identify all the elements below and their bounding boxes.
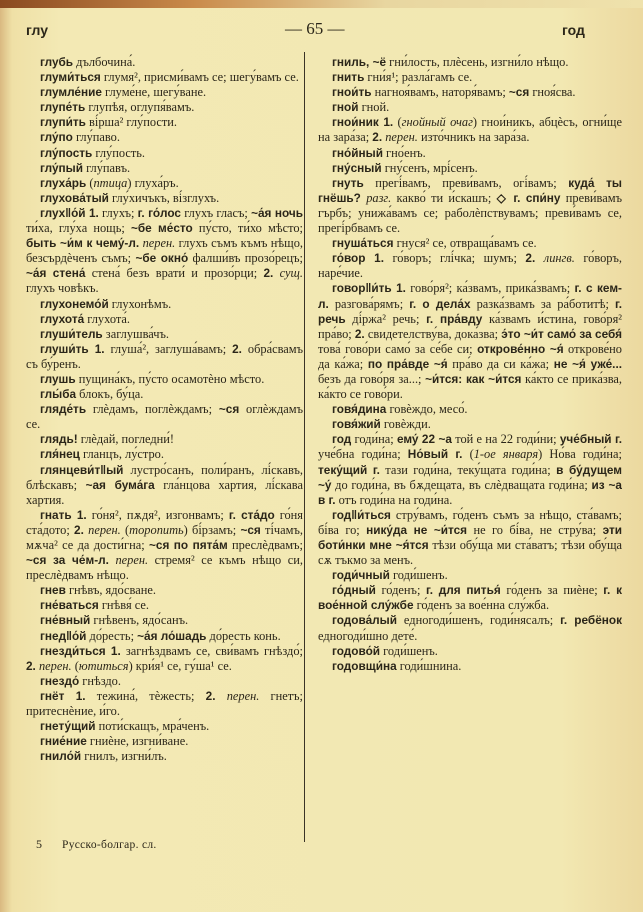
entry-translation: годи́шенъ. bbox=[389, 568, 448, 583]
entry-translation: го́денъ; bbox=[375, 583, 426, 598]
entry-translation: гнѣвъ, ядо́сване. bbox=[65, 583, 156, 598]
entry-translation: глуша́², заглуша́вамъ; bbox=[104, 341, 233, 356]
entry-translation: преви́вамъ гърбъ; унижа́вамъ се; раболѐпствувамъ; преви́вамъ се, прегі́рбвамъ се. bbox=[318, 190, 622, 236]
entry-translation: го́ня², пѫдя², изгонвамъ; bbox=[86, 507, 229, 522]
entry-translation: гноя́сва. bbox=[529, 85, 576, 100]
entry-headword: глу́по bbox=[40, 130, 73, 145]
dictionary-entry bbox=[318, 85, 622, 100]
page-number: — 65 — bbox=[285, 19, 345, 38]
entry-headword: глы́ба bbox=[40, 387, 77, 402]
entry-translation: уче́бна годи́на; bbox=[318, 447, 408, 462]
entry-headword: г. о дела́х bbox=[409, 296, 471, 311]
entry-label: перен. bbox=[226, 688, 260, 703]
dictionary-entry bbox=[26, 674, 303, 689]
entry-translation: гно́енъ. bbox=[382, 145, 426, 160]
entry-translation: ) гнои́никъ, абцѐсъ, огни́ще на зара́за; bbox=[318, 115, 622, 145]
page-top-edge bbox=[0, 0, 643, 8]
entry-translation: ві́рша² глу́пости. bbox=[85, 115, 177, 130]
entry-translation: свидетелству́ва, дока́зва; bbox=[364, 326, 502, 341]
entry-translation: говѐждо, месо́. bbox=[386, 402, 468, 417]
entry-headword: Но́вый г. bbox=[407, 447, 463, 462]
entry-headword: куда́ ты гнёшь? bbox=[318, 175, 622, 205]
entry-headword: г. для питья́ bbox=[426, 583, 501, 598]
entry-translation: глу́паво. bbox=[72, 130, 120, 145]
entry-headword: гляде́ть bbox=[40, 402, 87, 417]
dictionary-entry bbox=[318, 613, 622, 643]
entry-translation: тази годи́на, теку́щата годи́на; bbox=[379, 462, 557, 477]
entry-headword: 2. bbox=[232, 341, 242, 356]
entry-translation: ( bbox=[71, 658, 79, 673]
entry-label: ютиться bbox=[78, 658, 129, 673]
entry-headword: гнуша́ться bbox=[332, 236, 394, 251]
entry-translation: ) глуха́ръ. bbox=[127, 175, 179, 190]
entry-headword: годова́лый bbox=[332, 613, 397, 628]
entry-headword: 2. bbox=[74, 522, 84, 537]
entry-headword: ~а́я ночь bbox=[251, 205, 303, 220]
entry-translation: блокъ, бу́ца. bbox=[76, 387, 144, 402]
entry-headword: ему́ 22 ~а bbox=[396, 432, 452, 447]
entry-headword: глух‖о́й 1. bbox=[40, 205, 99, 220]
entry-headword: г. пра́вду bbox=[426, 311, 483, 326]
dictionary-entry bbox=[26, 613, 303, 628]
entry-translation: глупѣя, оглупя́вамъ. bbox=[85, 100, 195, 115]
entry-headword: 2. bbox=[205, 688, 216, 703]
entry-translation: го́воръ, наре́чие. bbox=[318, 251, 623, 281]
dictionary-entry bbox=[26, 146, 303, 161]
entry-translation: глухъ гласъ; bbox=[180, 205, 252, 220]
entry-headword: ~бе ме́сто bbox=[130, 221, 193, 236]
dictionary-entry bbox=[318, 568, 622, 583]
entry-headword: глянцеви́т‖ый bbox=[40, 462, 124, 477]
dictionary-entry bbox=[26, 463, 303, 508]
entry-headword: ~бе окно́ bbox=[135, 251, 189, 266]
entry-translation: гни́я¹; разла́гамъ се. bbox=[364, 70, 473, 85]
entry-headword: глуши́ть 1. bbox=[40, 341, 105, 356]
entry-translation: глу́пость. bbox=[92, 145, 146, 160]
dictionary-entry bbox=[318, 161, 622, 176]
entry-headword: годи́чный bbox=[332, 568, 390, 583]
entry-translation: глуме́не, шегу́ване. bbox=[101, 85, 207, 100]
entry-headword: глу́пый bbox=[40, 160, 83, 175]
entry-translation: лустро́санъ, поли́ранъ, лі́скавъ, блѣскавъ; bbox=[26, 462, 303, 492]
entry-headword: го́дный bbox=[332, 583, 376, 598]
entry-headword: гне́ваться bbox=[40, 598, 99, 613]
entry-translation: глу́павъ. bbox=[82, 160, 131, 175]
entry-headword: глуха́рь bbox=[40, 175, 87, 190]
entry-label: разг. bbox=[366, 190, 392, 205]
entry-translation: ка́кто се прика́зва, ка́кто се гово́ри. bbox=[318, 371, 622, 402]
entry-headword: ~ся по пята́м bbox=[149, 538, 228, 552]
entry-translation: гниѐне, изгни́ване. bbox=[86, 734, 189, 749]
entry-headword: гнёт 1. bbox=[40, 688, 86, 703]
entry-headword: ~ая бума́га bbox=[85, 477, 155, 492]
entry-headword: гной bbox=[332, 100, 359, 115]
entry-headword: говя́дина bbox=[332, 402, 387, 417]
entry-headword: открове́нно ~я́ bbox=[477, 341, 564, 356]
dictionary-entry bbox=[26, 734, 303, 749]
entry-translation: ) кри́я¹ се, гу́ша¹ се. bbox=[128, 658, 232, 673]
entry-headword: гнои́ть bbox=[332, 85, 372, 100]
entry-translation: годи́шнина. bbox=[396, 658, 462, 673]
entry-headword: 2. bbox=[372, 130, 383, 145]
entry-translation: открове́но да ка́жа; bbox=[318, 341, 623, 371]
entry-headword: гнои́ник 1. bbox=[332, 115, 394, 130]
entry-translation: гнѣвя́ се. bbox=[98, 598, 150, 613]
entry-headword: год bbox=[332, 432, 352, 447]
entry-headword: ~ся bbox=[508, 85, 530, 100]
entry-translation: гнѣздо. bbox=[79, 673, 121, 688]
entry-headword: 2. bbox=[26, 658, 36, 673]
dictionary-entry bbox=[26, 402, 303, 432]
entry-translation: дълбочина́. bbox=[73, 55, 136, 69]
dictionary-entry bbox=[26, 342, 303, 372]
dictionary-entry bbox=[26, 176, 303, 191]
entry-translation: го́денъ за пиѐне; bbox=[500, 583, 604, 598]
entry-headword: ~и́тся: как ~и́тся bbox=[425, 371, 522, 386]
entry-translation: изто́чникъ на зара́за. bbox=[417, 130, 530, 145]
entry-headword: по пра́вде ~я́ bbox=[367, 356, 448, 371]
entry-headword: теку́щий г. bbox=[318, 462, 380, 477]
entry-translation: той е на 22 годи́ни; bbox=[451, 432, 560, 447]
dictionary-entry bbox=[318, 100, 622, 115]
dictionary-entry bbox=[318, 176, 622, 236]
entry-headword: г. ста́до bbox=[228, 507, 275, 522]
entry-headword: год‖и́ться bbox=[332, 507, 391, 522]
entry-headword: гнезди́ться 1. bbox=[40, 643, 121, 658]
entry-translation: глѐдамъ, поглѐждамъ; bbox=[86, 402, 219, 417]
entry-headword: гниль, ~ё bbox=[332, 55, 387, 69]
dictionary-entry bbox=[26, 508, 303, 583]
entry-translation: гнѣвенъ, ядо́санъ. bbox=[90, 613, 189, 628]
entry-translation: глухъ; bbox=[98, 205, 138, 220]
entry-headword: 2. bbox=[263, 266, 274, 281]
signature-mark: 5 bbox=[36, 837, 42, 851]
entry-translation: гну́сенъ, мрі́сенъ. bbox=[381, 160, 478, 175]
entry-label: гнойный очаг bbox=[401, 115, 473, 130]
entry-translation: тѣзи обу́ща ми ста́ватъ; тѣзи обу́ща сѫ тъкмо за менъ. bbox=[318, 538, 622, 568]
entry-translation: го́ня ста́дото; bbox=[26, 507, 304, 537]
dictionary-entry bbox=[318, 251, 622, 281]
entry-label: птица bbox=[93, 175, 128, 190]
entry-headword: из ~а в г. bbox=[318, 477, 622, 507]
entry-translation: стремя² се къмъ нѣщо си, преслѐдвамъ нѣщо. bbox=[26, 553, 303, 583]
entry-translation: ( bbox=[86, 175, 94, 190]
entry-translation: го́воръ; глі́чка; шумъ; bbox=[384, 251, 526, 266]
entry-translation: ти́ха, глу́ха нощь; bbox=[26, 221, 131, 236]
entry-headword: гнед‖о́й bbox=[40, 628, 87, 643]
entry-headword: ~а́я ло́шадь bbox=[137, 628, 207, 643]
entry-headword: ~ся за че́м-л. bbox=[26, 553, 109, 568]
entry-translation bbox=[535, 251, 544, 265]
entry-translation: ка́звамъ и́стина, гово́ря² пра́во; bbox=[318, 311, 622, 341]
entry-translation: тежина́, тѐжесть; bbox=[85, 688, 206, 703]
dictionary-entry bbox=[26, 130, 303, 145]
entry-headword: гне́вный bbox=[40, 613, 91, 628]
entry-translation: глухота́. bbox=[84, 311, 131, 326]
entry-translation: едногоди́шенъ, годи́нясалъ; bbox=[396, 613, 561, 628]
right-guide-word: год bbox=[562, 22, 585, 38]
entry-translation: това́ гово́ри само́ за се́бе си; bbox=[318, 341, 478, 356]
left-column bbox=[26, 55, 303, 764]
entry-translation: фалши́въ прозо́рецъ; bbox=[188, 251, 303, 266]
entry-translation: стена́ безъ врати́ и прозо́рци; bbox=[85, 266, 264, 281]
entry-translation: оглѐждамъ се. bbox=[26, 402, 303, 432]
entry-headword: глуми́ться bbox=[40, 70, 101, 85]
entry-headword: гну́сный bbox=[332, 160, 382, 175]
dictionary-entry bbox=[26, 629, 303, 644]
entry-label: перен. bbox=[385, 130, 418, 145]
entry-translation: стру́вамъ, го́денъ съмъ за нѣщо, ста́вамъ; бі́ва го; bbox=[318, 507, 622, 537]
entry-headword: глумле́ние bbox=[40, 85, 102, 100]
dictionary-entry bbox=[26, 583, 303, 598]
entry-translation: глухонѣмъ. bbox=[108, 296, 172, 311]
entry-headword: гнету́щий bbox=[40, 719, 96, 734]
dictionary-entry bbox=[26, 689, 303, 719]
dictionary-entry bbox=[26, 70, 303, 85]
dictionary-entry bbox=[318, 70, 622, 85]
entry-headword: гля́нец bbox=[40, 447, 80, 462]
entry-headword: не ~я́ уже́... bbox=[553, 356, 622, 371]
entry-headword: ~а́я стена́ bbox=[26, 266, 86, 281]
dictionary-entry bbox=[26, 372, 303, 387]
dictionary-entry bbox=[318, 417, 622, 432]
entry-headword: говор‖и́ть 1. bbox=[332, 281, 406, 296]
entry-translation: глухъ човѣкъ. bbox=[26, 281, 99, 296]
dictionary-entry bbox=[318, 644, 622, 659]
entry-translation: глумя², присми́вамъ се; шегу́вамъ се. bbox=[100, 70, 299, 85]
entry-translation: пу́сто, ти́хо мѣсто; bbox=[192, 221, 303, 236]
entry-translation: нагноя́вамъ, наторя́вамъ; bbox=[371, 85, 509, 100]
left-guide-word: глу bbox=[26, 22, 48, 38]
entry-translation: ( bbox=[462, 447, 474, 462]
entry-headword: э́то ~и́т само́ за себя́ bbox=[501, 326, 623, 341]
dictionary-entry bbox=[26, 644, 303, 674]
dictionary-entry bbox=[26, 749, 303, 764]
entry-translation: едногоди́шно дете́. bbox=[318, 628, 418, 643]
dictionary-entry bbox=[318, 236, 622, 251]
entry-headword: г. го́лос bbox=[137, 205, 181, 220]
entry-headword: глушь bbox=[40, 371, 76, 386]
dictionary-entry bbox=[318, 432, 622, 507]
entry-headword: глу́пость bbox=[40, 145, 93, 160]
dictionary-entry bbox=[318, 55, 622, 70]
entry-translation: не го бі́ва, не стру́ва; bbox=[467, 522, 603, 537]
entry-headword: уче́бный г. bbox=[559, 432, 623, 447]
dictionary-entry bbox=[26, 387, 303, 402]
entry-translation: пущина́къ, пу́сто осамотѐно мѣсто. bbox=[75, 371, 265, 386]
entry-headword: годовщи́на bbox=[332, 658, 397, 673]
entry-headword: глубь bbox=[40, 55, 74, 69]
entry-headword: г. речь bbox=[318, 296, 623, 326]
entry-translation: ) Но́ва годи́на; bbox=[538, 447, 622, 462]
dictionary-entry bbox=[318, 281, 622, 402]
entry-translation: ( bbox=[120, 522, 130, 537]
entry-translation: до́ресть; bbox=[86, 628, 138, 643]
entry-label: перен. bbox=[88, 522, 121, 537]
dictionary-entry bbox=[26, 100, 303, 115]
entry-headword: быть ~и́м к чему́-л. bbox=[26, 236, 140, 251]
entry-translation: поти́скащъ, мра́ченъ. bbox=[95, 719, 210, 734]
entry-label: сущ. bbox=[279, 266, 303, 281]
dictionary-entry bbox=[26, 327, 303, 342]
entry-headword: ~ся bbox=[218, 402, 240, 417]
dictionary-entry bbox=[318, 508, 622, 568]
dictionary-entry bbox=[318, 583, 622, 613]
entry-translation: гнетъ; притеснѐние, и́го. bbox=[26, 688, 303, 719]
dictionary-entry bbox=[318, 146, 622, 161]
dictionary-entry bbox=[26, 191, 303, 206]
entry-translation: гни́лость, плѐсень, изгни́ло нѣщо. bbox=[386, 55, 569, 69]
entry-translation: ( bbox=[393, 115, 402, 130]
entry-headword: го́вор 1. bbox=[332, 251, 385, 266]
dictionary-entry bbox=[26, 447, 303, 462]
entry-headword: глухота́ bbox=[40, 311, 85, 326]
dictionary-entry bbox=[26, 115, 303, 130]
entry-headword: говя́жий bbox=[332, 417, 381, 432]
entry-label: перен. bbox=[38, 658, 72, 673]
entry-translation: ді́ржа² речь; bbox=[345, 311, 427, 326]
entry-translation: гово́ря²; ка́звамъ, прика́звамъ; bbox=[405, 281, 575, 296]
entry-translation: гнилъ, изгни́лъ. bbox=[81, 749, 167, 764]
entry-translation: гной. bbox=[358, 100, 390, 115]
entry-headword: ~ся bbox=[240, 522, 261, 537]
entry-translation: глѐдай, погледни́! bbox=[77, 432, 175, 447]
entry-headword: гнуть bbox=[332, 175, 364, 190]
entry-label: перен. bbox=[142, 236, 176, 251]
entry-translation: годи́на; bbox=[351, 432, 397, 447]
entry-label: лингв. bbox=[543, 251, 575, 266]
entry-translation: обра́свамъ съ бу́ренъ. bbox=[26, 341, 304, 371]
entry-label: 1-ое января bbox=[473, 447, 539, 462]
entry-headword: глухова́тый bbox=[40, 190, 109, 205]
entry-translation: до годи́на, въ бѫдещата, въ слѐдващата годи́на; bbox=[331, 477, 592, 492]
entry-headword: 2. bbox=[354, 326, 365, 341]
entry-headword: гнев bbox=[40, 583, 66, 598]
dictionary-entry bbox=[26, 206, 303, 297]
entry-headword: г. к вое́нной слу́жбе bbox=[318, 583, 622, 613]
entry-translation: преслѐдвамъ; bbox=[227, 538, 303, 552]
column-divider bbox=[304, 52, 305, 842]
dictionary-entry bbox=[26, 161, 303, 176]
entry-headword: эти боти́нки мне ~я́тся bbox=[318, 522, 622, 552]
entry-headword: г. ребёнок bbox=[560, 613, 622, 628]
entry-translation: гнуся² се, отвраща́вамъ се. bbox=[393, 236, 537, 251]
entry-translation: ) бі́рзамъ; bbox=[183, 522, 241, 537]
entry-headword: нику́да не ~и́тся bbox=[366, 522, 468, 537]
entry-headword: г. с кем-л. bbox=[318, 281, 622, 311]
dictionary-entry bbox=[26, 55, 303, 70]
entry-translation: пра́во да си ка́жа; bbox=[447, 356, 554, 371]
entry-translation: отъ годи́на на годи́на. bbox=[335, 492, 453, 507]
entry-translation: гла́нцова хартия, лі́скава хартия. bbox=[26, 477, 303, 507]
entry-translation: до́ресть конь. bbox=[206, 628, 281, 643]
footer-short-title: Русско-болгар. сл. bbox=[62, 839, 157, 851]
dictionary-entry bbox=[26, 85, 303, 100]
entry-translation: глу́хичъкъ, ві́зглухъ. bbox=[108, 190, 220, 205]
entry-headword: годово́й bbox=[332, 643, 381, 658]
entry-headword: глуши́тель bbox=[40, 326, 103, 341]
entry-headword: гние́ние bbox=[40, 734, 87, 749]
entry-translation: заглушва́чъ. bbox=[102, 326, 169, 341]
entry-headword: гнать 1. bbox=[40, 507, 87, 522]
entry-translation: какво́ ти и́скашъ; bbox=[391, 190, 497, 205]
dictionary-entry bbox=[26, 719, 303, 734]
entry-translation: гланцъ, лу́стро. bbox=[79, 447, 164, 462]
entry-translation: прегі́вамъ, преви́вамъ, огі́вамъ; bbox=[363, 175, 569, 190]
entry-headword: гнило́й bbox=[40, 749, 82, 764]
right-column bbox=[318, 55, 622, 674]
entry-translation: разка́звамъ за ра́ботитѣ; bbox=[470, 296, 615, 311]
entry-headword: 2. bbox=[525, 251, 536, 266]
entry-label: торопить bbox=[129, 522, 184, 537]
dictionary-entry bbox=[26, 312, 303, 327]
dictionary-entry bbox=[26, 297, 303, 312]
entry-translation: глухъ съмъ къмъ нѣщо, безсърдѐченъ съмъ; bbox=[26, 236, 303, 266]
dictionary-entry bbox=[26, 598, 303, 613]
entry-translation: разгова́рямъ; bbox=[328, 296, 410, 311]
entry-headword: глухонемо́й bbox=[40, 296, 109, 311]
entry-translation: говѐжди. bbox=[380, 417, 431, 432]
entry-headword: гнездо́ bbox=[40, 673, 80, 688]
entry-headword: в бу́дущем ~у́ bbox=[318, 462, 622, 492]
entry-translation bbox=[215, 689, 226, 703]
entry-translation: годи́шенъ. bbox=[380, 643, 438, 658]
entry-label: перен. bbox=[115, 553, 149, 568]
entry-headword: гно́йный bbox=[332, 145, 383, 160]
entry-headword: ◇ г. спи́ну bbox=[496, 190, 561, 205]
entry-headword: гнить bbox=[332, 70, 365, 85]
entry-translation: безъ да гово́ря за...; bbox=[318, 371, 426, 386]
entry-headword: глупе́ть bbox=[40, 100, 86, 115]
entry-translation: ті́чамъ, мѫча² се да дости́гна; bbox=[26, 522, 303, 552]
entry-headword: глядь! bbox=[40, 432, 78, 447]
dictionary-entry bbox=[318, 115, 622, 145]
entry-translation: загнѣздвамъ се, сви́вамъ гнѣздо́; bbox=[120, 643, 303, 658]
entry-headword: глупи́ть bbox=[40, 115, 86, 130]
dictionary-entry bbox=[26, 432, 303, 447]
entry-translation: го́денъ за вое́нна слу́жба. bbox=[413, 598, 550, 613]
dictionary-entry bbox=[318, 402, 622, 417]
dictionary-entry bbox=[318, 659, 622, 674]
